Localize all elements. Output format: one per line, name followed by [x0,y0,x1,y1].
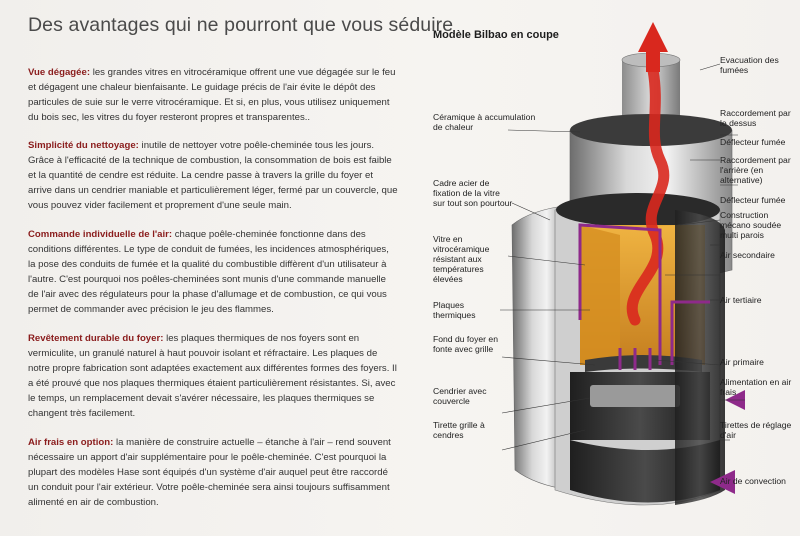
label-fond-foyer: Fond du foyer en fonte avec grille [433,334,498,354]
paragraph-title: Revêtement durable du foyer: [28,333,164,344]
label-raccordement-arriere: Raccordement par l'arrière (en alternative) [720,155,791,185]
page-heading: Des avantages qui ne pourront que vous séduire [28,14,454,36]
smoke-exhaust-shaft [646,50,660,72]
label-plaques: Plaques thermiques [433,300,476,320]
label-deflecteur-2: Déflecteur fumée [720,195,786,205]
thermal-plates [580,225,620,365]
paragraph-commande-air [28,227,398,317]
paragraph-title: Simplicité du nettoyage: [28,140,139,151]
paragraph-simplicite [28,138,398,213]
paragraph-air-frais [28,435,398,510]
paragraph-title: Vue dégagée: [28,67,91,78]
paragraph-vue-degagee [28,65,398,125]
label-vitre: Vitre en vitrocéramique résistant aux températures élevées [433,234,490,284]
label-tirettes-reglage: Tirettes de réglage d'air [720,420,792,440]
paragraph-body: les plaques thermiques de nos foyers sont en vermiculite, un granulé naturel à haut pouvoir isolant et réfractaire. Les plaques de notre propre fabrication sont adaptées exactement aux différentes formes des foyers. Il a été prouvé que nos plaques thermiques étaient particulièrement résistantes. Si, avec le temps, un remplacement devait s'avérer nécessaire, les plaques thermiques se changent très facilement. [28,333,397,419]
paragraph-title: Air frais en option: [28,437,114,448]
figure-title: Modèle Bilbao en coupe [433,29,559,41]
label-cendrier: Cendrier avec couvercle [433,386,487,406]
label-air-secondaire: Air secondaire [720,250,775,260]
ash-pan [590,385,680,407]
paragraph-title: Commande individuelle de l'air: [28,229,173,240]
paragraph-body: la manière de construire actuelle – étanche à l'air – rend souvent nécessaire un apport d'air supplémentaire pour le poêle-cheminée. C'est pourquoi la plupart des modèles Hase sont équipés d'un système d'air auquel peut être raccordé un conduit pour l'air extérieur. Votre poêle-cheminée sera ainsi toujours suffisamment alimenté en air de combustion. [28,437,391,508]
label-tirette-grille: Tirette grille à cendres [433,420,485,440]
paragraph-revetement [28,331,398,421]
advantages-column [28,65,398,524]
paragraph-body: chaque poêle-cheminée fonctionne dans des conditions différentes. Le type de conduit de fumées, les incidences atmosphériques, la pose des conduits de fumée et la qualité du combustible diffèrent d'un utilisateur à l'autre. C'est pourquoi nos poêles-cheminées sont munis d'une commande manuelle de l'air avec des régulateurs pour la phase d'allumage et de combustion, ce qui vous permet de commander avec précision le jeu des flammes. [28,229,389,315]
label-air-tertiaire: Air tertiaire [720,295,762,305]
label-deflecteur-1: Déflecteur fumée [720,137,786,147]
paragraph-body: inutile de nettoyer votre poêle-cheminée tous les jours. Grâce à l'efficacité de la technique de combustion, la consommation de bois est faible et la quantité de cendre est réduite. La cendre passe à travers la grille du foyer et arrive dans un cendrier maniable et particulièrement léger, fermé par un couvercle, que vous pouvez vider facilement et proprement d'une seule main. [28,140,398,211]
paragraph-body: les grandes vitres en vitrocéramique offrent une vue dégagée sur le feu et dégagent une chaleur bienfaisante. Le guidage précis de l'air évite le dépôt des particules de suie sur le verre vitrocéramique. Et si, en plus, vous utilisez uniquement du bois sec, les vitres du foyer resteront propres et transparentes.. [28,67,396,123]
label-air-convection: Air de convection [720,476,786,486]
label-ceramique: Céramique à accumulation de chaleur [433,112,536,132]
label-cadre-acier: Cadre acier de fixation de la vitre sur tout son pourtour [433,178,513,208]
label-evacuation: Evacuation des fumées [720,55,779,75]
label-raccordement-dessus: Raccordement par le dessus [720,108,791,128]
label-air-primaire: Air primaire [720,357,764,367]
outer-shell-right [675,210,725,505]
smoke-exhaust-arrow [638,22,668,52]
label-construction: Construction mécano soudée multi parois [720,210,782,240]
label-alimentation-air: Alimentation en air frais [720,377,792,397]
